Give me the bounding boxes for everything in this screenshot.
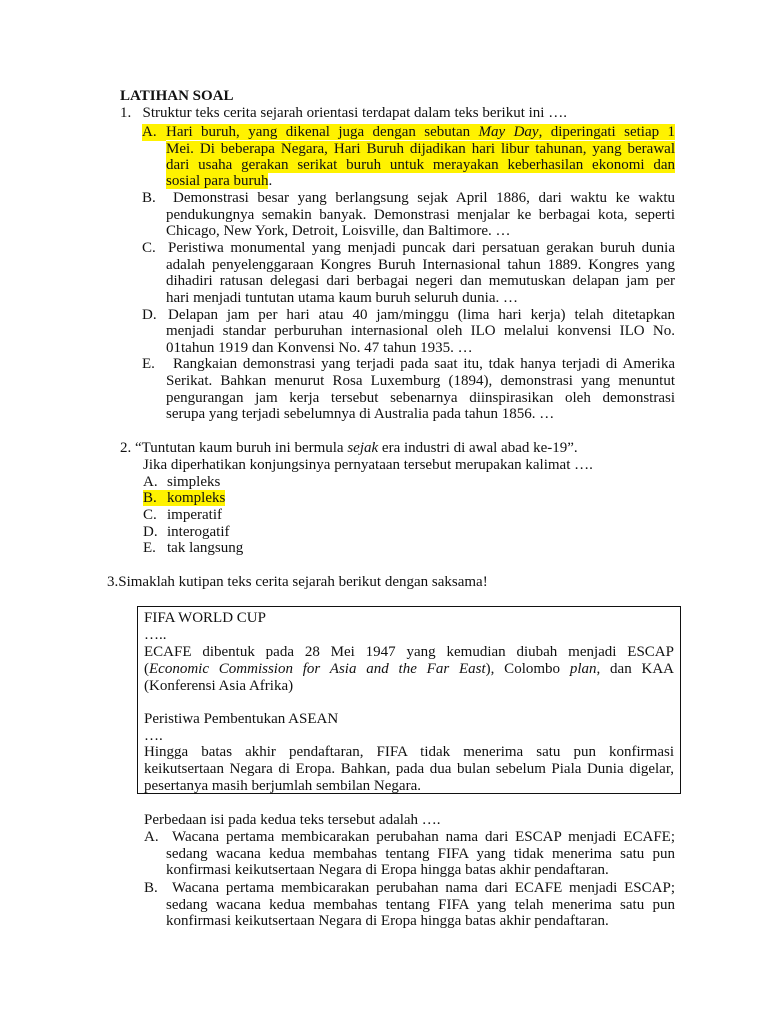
q1-option-d-letter[interactable]: D.	[142, 307, 157, 323]
q3-option-b-line3: konfirmasi keikutsertaan Negara di Eropa hingga batas akhir pendaftaran.	[166, 913, 609, 929]
page-title: LATIHAN SOAL	[120, 88, 234, 104]
q3-box-text1-line2: (Economic Commission for Asia and the Far East), Colombo plan, dan KAA	[144, 661, 674, 677]
q1-option-e-line1: Rangkaian demonstrasi yang terjadi pada saat itu, tdak hanya terjadi di Amerika	[173, 356, 675, 372]
q2-option-a[interactable]: A. simpleks	[143, 474, 221, 490]
q1-stem	[120, 105, 567, 122]
q2-stem-line2: Jika diperhatikan konjungsinya pernyataan tersebut merupakan kalimat ….	[143, 457, 593, 473]
q3-box-text1-line1: ECAFE dibentuk pada 28 Mei 1947 yang kemudian diubah menjadi ESCAP	[144, 644, 674, 660]
q1-option-d-line2: menjadi standar perburuhan internasional oleh ILO melalui konvensi ILO No.	[166, 323, 675, 339]
q1-option-a-line4: sosial para buruh.	[166, 173, 273, 189]
q2-number: 2.	[120, 440, 132, 456]
q3-box-text1-line3: (Konferensi Asia Afrika)	[144, 678, 294, 694]
q1-option-e-line4: serupa yang terjadi sebelumnya di Australia pada tahun 1856. …	[166, 406, 555, 422]
q1-option-e-line3: pengurangan jam kerja tersebut sebenarnya diinspirasikan oleh demonstrasi	[166, 390, 675, 406]
q3-option-a-line2: sedang wacana kedua membahas tentang FIFA yang tidak menerima satu pun	[166, 846, 675, 862]
q1-option-c-line4: hari menjadi tuntutan utama kaum buruh seluruh dunia. …	[166, 290, 519, 306]
q1-option-b-line3: Chicago, New York, Detroit, Loisville, dan Baltimore. …	[166, 223, 511, 239]
q1-option-a-letter: A.	[142, 124, 166, 141]
q3-stem-2: Perbedaan isi pada kedua teks tersebut adalah ….	[144, 812, 441, 828]
q2-stem: 2. “Tuntutan kaum buruh ini bermula sejak era industri di awal abad ke-19”.	[120, 440, 578, 456]
q1-option-e-line2: Serikat. Bahkan menurut Rosa Luxemburg (1894), demonstrasi yang menuntut	[166, 373, 675, 389]
q1-number: 1.	[120, 105, 132, 121]
q3-box-text2-line3: pesertanya masih berjumlah sembilan Negara.	[144, 778, 421, 794]
q1-option-d-line1: Delapan jam per hari atau 40 jam/minggu (lima hari kerja) telah ditetapkan	[168, 307, 675, 323]
q1-option-c-line2: adalah penyelenggaraan Kongres Buruh Internasional tahun 1889. Kongres yang	[166, 257, 675, 273]
q1-option-b-line2: pendukungnya semakin banyak. Demonstrasi menjalar ke berbagai kota, seperti	[166, 207, 675, 223]
q1-option-a-line2: Mei. Di beberapa Negara, Hari Buruh dijadikan hari libur tahunan, yang berawal	[166, 141, 675, 157]
q3-option-b-line1: Wacana pertama membicarakan perubahan nama dari ECAFE menjadi ESCAP;	[172, 880, 675, 896]
q2-option-d[interactable]: D. interogatif	[143, 524, 230, 540]
q1-option-d-line3: 01tahun 1919 dan Konvensi No. 47 tahun 1935. …	[166, 340, 473, 356]
q3-box-title-1: FIFA WORLD CUP	[144, 610, 266, 626]
q3-box-title-2: Peristiwa Pembentukan ASEAN	[144, 711, 339, 727]
q1-stem-text: Struktur teks cerita sejarah orientasi terdapat dalam teks berikut ini ….	[142, 105, 567, 121]
q1-option-c-letter[interactable]: C.	[142, 240, 156, 256]
q1-option-c-line3: dihadiri ratusan delegasi dari berbagai negeri dan memutuskan delapan jam per	[166, 273, 675, 289]
q1-option-e-letter[interactable]: E.	[142, 356, 155, 372]
q2-option-b[interactable]: B. kompleks	[143, 490, 226, 506]
q3-box-ellipsis-1: …..	[144, 627, 167, 643]
q3-option-a-line3: konfirmasi keikutsertaan Negara di Eropa hingga batas akhir pendaftaran.	[166, 862, 609, 878]
q3-box-text2-line2: keikutsertaan Negara di Eropa. Bahkan, pada dua bulan sebelum Piala Dunia digelar,	[144, 761, 674, 777]
q3-option-a-line1: Wacana pertama membicarakan perubahan nama dari ESCAP menjadi ECAFE;	[172, 829, 675, 845]
q2-option-e[interactable]: E. tak langsung	[143, 540, 244, 556]
q3-stem: 3.Simaklah kutipan teks cerita sejarah berikut dengan saksama!	[107, 574, 488, 590]
q1-option-a-line1: Hari buruh, yang dikenal juga dengan sebutan May Day, diperingati setiap 1	[166, 124, 676, 140]
q3-option-b-letter[interactable]: B.	[144, 880, 158, 896]
q2-option-c[interactable]: C. imperatif	[143, 507, 222, 523]
q3-box-ellipsis-2: ….	[144, 728, 163, 744]
q3-box-text2-line1: Hingga batas akhir pendaftaran, FIFA tidak menerima satu pun konfirmasi	[144, 744, 674, 760]
q3-option-a-letter[interactable]: A.	[144, 829, 159, 845]
q1-option-b-letter[interactable]: B.	[142, 190, 156, 206]
q1-option-c-line1: Peristiwa monumental yang menjadi puncak dari persatuan gerakan buruh dunia	[168, 240, 675, 256]
q3-option-b-line2: sedang wacana kedua membahas tentang FIFA yang telah menerima satu pun	[166, 897, 675, 913]
q1-option-a-line3: dari usaha gerakan serikat buruh untuk merayakan keberhasilan ekonomi dan	[166, 157, 675, 173]
q1-option-a[interactable]	[142, 124, 166, 141]
q1-option-b-line1: Demonstrasi besar yang berlangsung sejak April 1886, dari waktu ke waktu	[173, 190, 675, 206]
